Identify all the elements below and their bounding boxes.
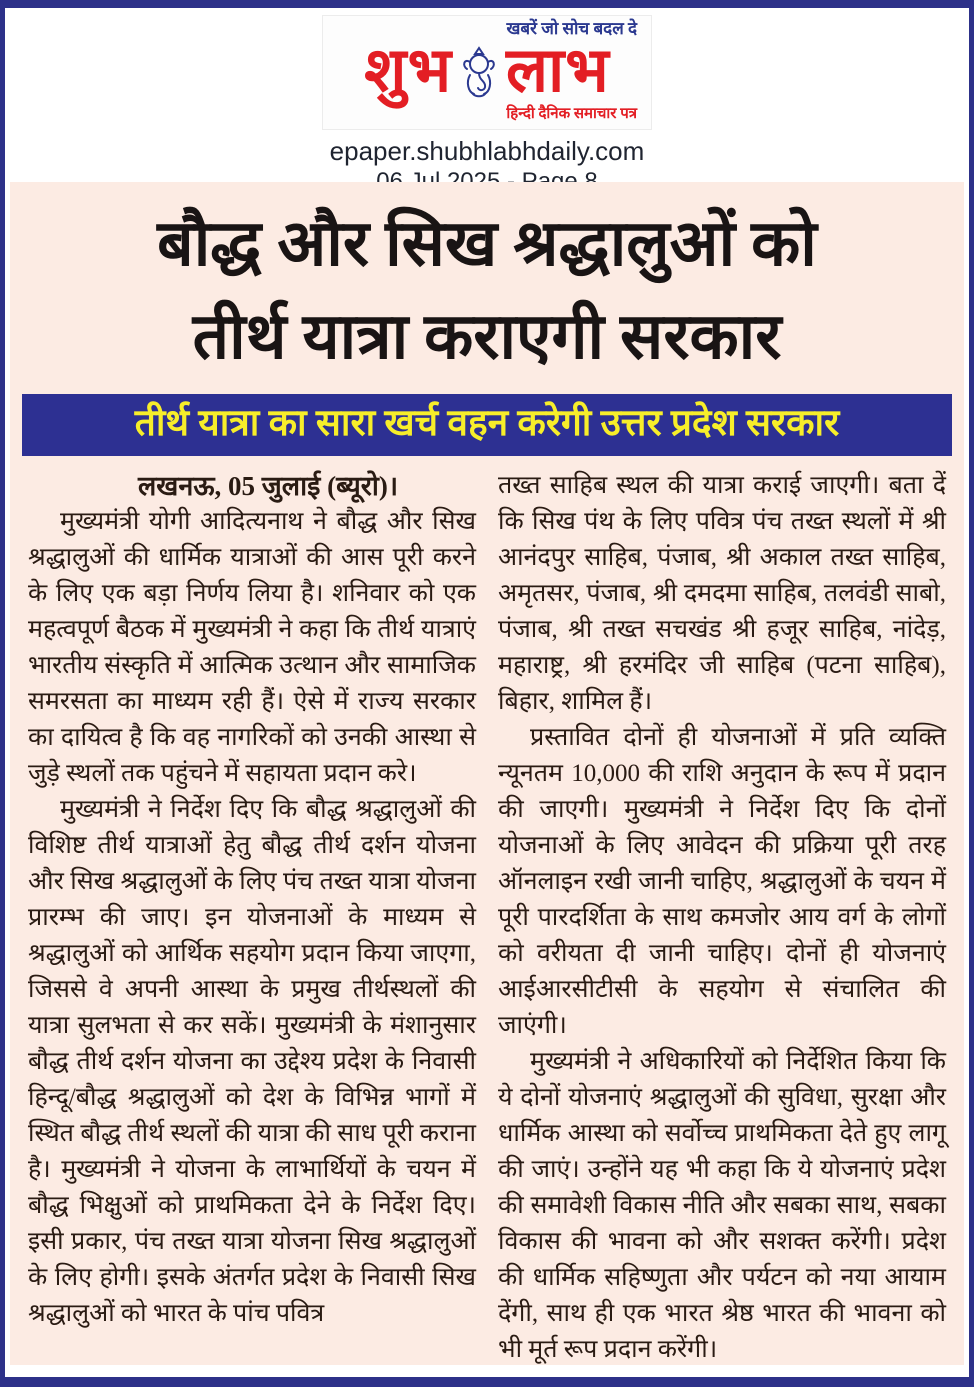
- body-column-left: [28, 468, 476, 1368]
- masthead: [5, 8, 969, 196]
- logo-word-labh: लाभ: [506, 36, 610, 105]
- article-headline: [20, 198, 954, 384]
- paragraph: मुख्यमंत्री ने निर्देश दिए कि बौद्ध श्रद्धालुओं की विशिष्ट तीर्थ यात्राओं हेतु बौद्ध तीर्थ दर्शन योजना और सिख श्रद्धालुओं के लिए पंच तख्त यात्रा योजना प्रारम्भ की जाए। इन योजनाओं के माध्यम से श्रद्धालुओं को आर्थिक सहयोग प्रदान किया जाएगा, जिससे वे अपनी आस्था के प्रमुख तीर्थस्थलों की यात्रा सुलभता से कर सकें। मुख्यमंत्री के मंशानुसार बौद्ध तीर्थ दर्शन योजना का उद्देश्य प्रदेश के निवासी हिन्दू/बौद्ध श्रद्धालुओं को देश के विभिन्न भागों में स्थित बौद्ध तीर्थ स्थलों की यात्रा की साध पूरी कराना है। मुख्यमंत्री ने योजना के लाभार्थियों के चयन में बौद्ध भिक्षुओं को प्राथमिकता देने के निर्देश दिए। इसी प्रकार, पंच तख्त यात्रा योजना सिख श्रद्धालुओं के लिए होगी। इसके अंतर्गत प्रदेश के निवासी सिख श्रद्धालुओं को भारत के पांच पवित्र: [28, 796, 476, 1328]
- paragraph: मुख्यमंत्री ने अधिकारियों को निर्देशित किया कि ये दोनों योजनाएं श्रद्धालुओं की सुविधा, सुरक्षा और धार्मिक आस्था को सर्वोच्च प्राथमिकता देते हुए लागू की जाएं। उन्होंने यह भी कहा कि ये योजनाएं प्रदेश की समावेशी विकास नीति और सबका साथ, सबका विकास की भावना को और सशक्त करेंगी। प्रदेश की धार्मिक सहिष्णुता और पर्यटन को नया आयाम देंगी, साथ ही एक भारत श्रेष्ठ भारत की भावना को भी मूर्त रूप प्रदान करेंगी।: [498, 1048, 946, 1364]
- newspaper-subtitle: हिन्दी दैनिक समाचार पत्र: [506, 105, 637, 122]
- paragraph: प्रस्तावित दोनों ही योजनाओं में प्रति व्यक्ति न्यूनतम 10,000 की राशि अनुदान के रूप में प्रदान की जाएगी। मुख्यमंत्री ने निर्देश दिए कि दोनों योजनाओं के लिए आवेदन की प्रक्रिया पूरी तरह ऑनलाइन रखी जानी चाहिए, श्रद्धालुओं के चयन में पूरी पारदर्शिता के साथ कमजोर आय वर्ग के लोगों को वरीयता दी जानी चाहिए। दोनों ही योजनाएं आईआरसीटीसी के सहयोग से संचालित की जाएंगी।: [498, 724, 946, 1040]
- paragraph: तख्त साहिब स्थल की यात्रा कराई जाएगी। बता दें कि सिख पंथ के लिए पवित्र पंच तख्त स्थलों में श्री आनंदपुर साहिब, पंजाब, श्री अकाल तख्त साहिब, अमृतसर, पंजाब, श्री दमदमा साहिब, तलवंडी साबो, पंजाब, श्री तख्त सचखंड श्री हजूर साहिब, नांदेड़, महाराष्ट्र, श्री हरमंदिर जी साहिब (पटना साहिब), बिहार, शामिल हैं।: [498, 472, 946, 716]
- article-body: [20, 456, 954, 1368]
- headline-line-1: बौद्ध और सिख श्रद्धालुओं को: [157, 208, 817, 279]
- article-card: [10, 182, 964, 1365]
- epaper-url: epaper.shubhlabhdaily.com: [329, 135, 645, 166]
- body-column-right: [498, 468, 946, 1368]
- newspaper-logo: [337, 36, 637, 105]
- ganesha-icon: [456, 42, 502, 100]
- article-subheadline-bar: तीर्थ यात्रा का सारा खर्च वहन करेगी उत्तर प्रदेश सरकार: [22, 394, 952, 457]
- headline-line-2: तीर्थ यात्रा कराएगी सरकार: [192, 300, 782, 372]
- newspaper-tagline: खबरें जो सोच बदल दे: [506, 19, 637, 38]
- newspaper-logo-box: [322, 15, 652, 130]
- paragraph: मुख्यमंत्री योगी आदित्यनाथ ने बौद्ध और सिख श्रद्धालुओं की धार्मिक यात्राओं की आस पूरी करने के लिए एक बड़ा निर्णय लिया है। शनिवार को एक महत्वपूर्ण बैठक में मुख्यमंत्री ने कहा कि तीर्थ यात्राएं भारतीय संस्कृति में आत्मिक उत्थान और सामाजिक समरसता का माध्यम रही हैं। ऐसे में राज्य सरकार का दायित्व है कि वह नागरिकों को उनकी आस्था से जुड़े स्थलों तक पहुंचने में सहायता प्रदान करे।: [28, 508, 476, 788]
- logo-word-shubh: शुभ: [364, 36, 453, 105]
- dateline: लखनऊ, 05 जुलाई (ब्यूरो)।: [137, 471, 399, 502]
